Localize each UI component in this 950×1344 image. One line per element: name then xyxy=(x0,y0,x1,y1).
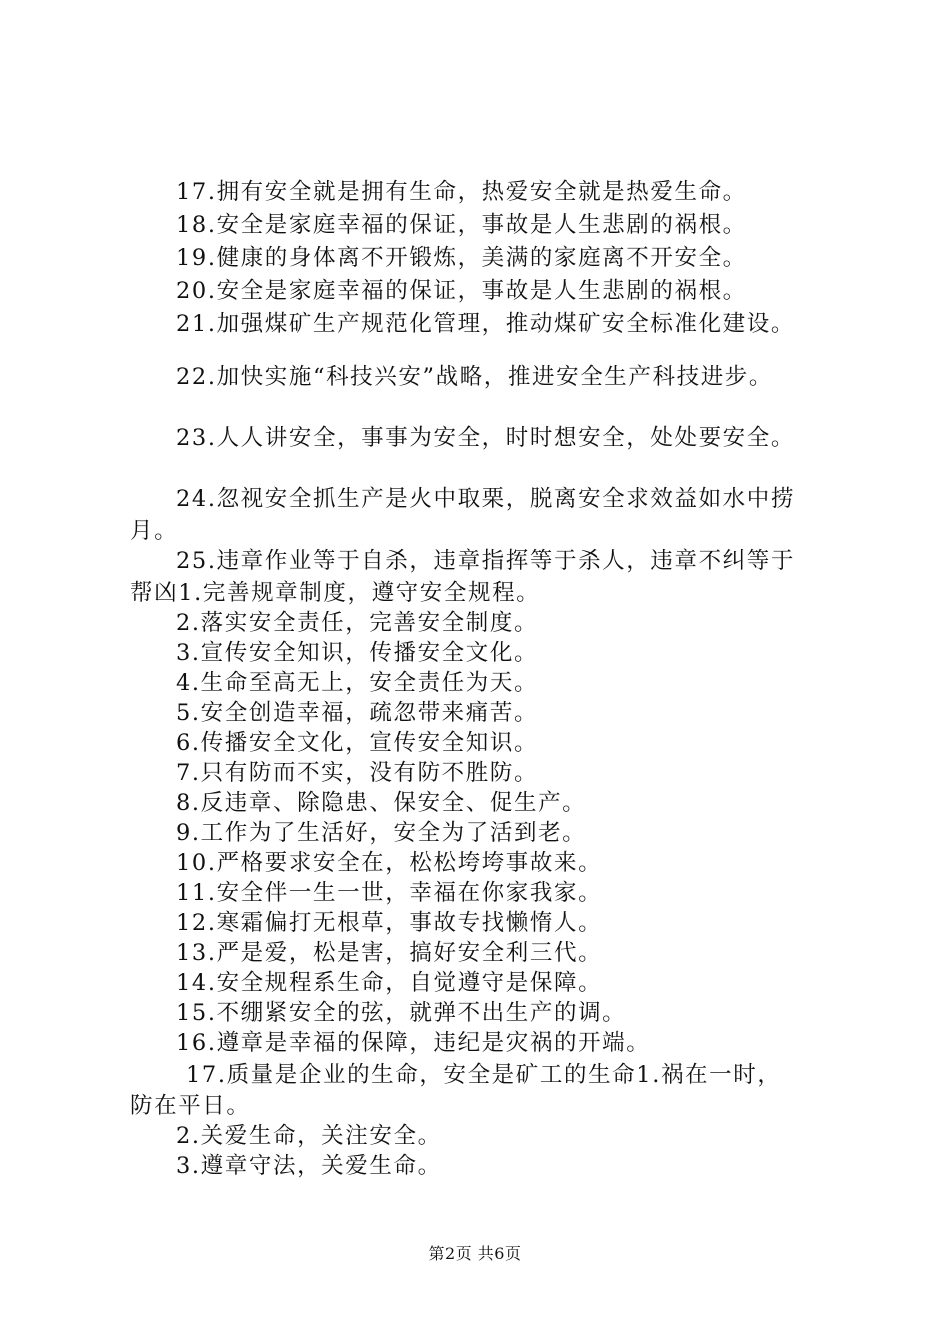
text-line: 帮凶1.完善规章制度，遵守安全规程。 xyxy=(130,580,541,606)
text-line: 21.加强煤矿生产规范化管理，推动煤矿安全标准化建设。 xyxy=(176,311,795,337)
text-line: 24.忽视安全抓生产是火中取栗，脱离安全求效益如水中捞 xyxy=(176,486,795,512)
text-line: 7.只有防而不实，没有防不胜防。 xyxy=(176,760,539,786)
text-line: 11.安全伴一生一世，幸福在你家我家。 xyxy=(176,880,603,906)
text-line: 2.落实安全责任，完善安全制度。 xyxy=(176,610,539,636)
page-number-footer: 第2页 共6页 xyxy=(428,1244,522,1263)
text-line: 23.人人讲安全，事事为安全，时时想安全，处处要安全。 xyxy=(176,425,795,451)
text-line: 3.宣传安全知识，传播安全文化。 xyxy=(176,640,539,666)
text-line: 20.安全是家庭幸福的保证，事故是人生悲剧的祸根。 xyxy=(176,278,747,304)
text-line: 19.健康的身体离不开锻炼，美满的家庭离不开安全。 xyxy=(176,245,747,271)
text-line: 22.加快实施“科技兴安”战略，推进安全生产科技进步。 xyxy=(176,364,773,390)
text-line: 5.安全创造幸福，疏忽带来痛苦。 xyxy=(176,700,539,726)
text-line: 17.质量是企业的生命，安全是矿工的生命1.祸在一时， xyxy=(186,1062,782,1088)
text-line: 防在平日。 xyxy=(130,1093,251,1119)
text-line: 17.拥有安全就是拥有生命，热爱安全就是热爱生命。 xyxy=(176,179,747,205)
text-line: 8.反违章、除隐患、保安全、促生产。 xyxy=(176,790,587,816)
text-line: 3.遵章守法，关爱生命。 xyxy=(176,1153,442,1179)
text-line: 12.寒霜偏打无根草，事故专找懒惰人。 xyxy=(176,910,603,936)
text-line: 6.传播安全文化，宣传安全知识。 xyxy=(176,730,539,756)
text-line: 16.遵章是幸福的保障，违纪是灾祸的开端。 xyxy=(176,1030,651,1056)
text-line: 2.关爱生命，关注安全。 xyxy=(176,1123,442,1149)
text-line: 15.不绷紧安全的弦，就弹不出生产的调。 xyxy=(176,1000,627,1026)
text-line: 月。 xyxy=(130,518,179,544)
text-line: 9.工作为了生活好，安全为了活到老。 xyxy=(176,820,587,846)
text-line: 10.严格要求安全在，松松垮垮事故来。 xyxy=(176,850,603,876)
text-line: 18.安全是家庭幸福的保证，事故是人生悲剧的祸根。 xyxy=(176,212,747,238)
text-line: 14.安全规程系生命，自觉遵守是保障。 xyxy=(176,970,603,996)
text-line: 13.严是爱，松是害，搞好安全利三代。 xyxy=(176,940,603,966)
text-line: 25.违章作业等于自杀，违章指挥等于杀人，违章不纠等于 xyxy=(176,548,795,574)
text-line: 4.生命至高无上，安全责任为天。 xyxy=(176,670,539,696)
